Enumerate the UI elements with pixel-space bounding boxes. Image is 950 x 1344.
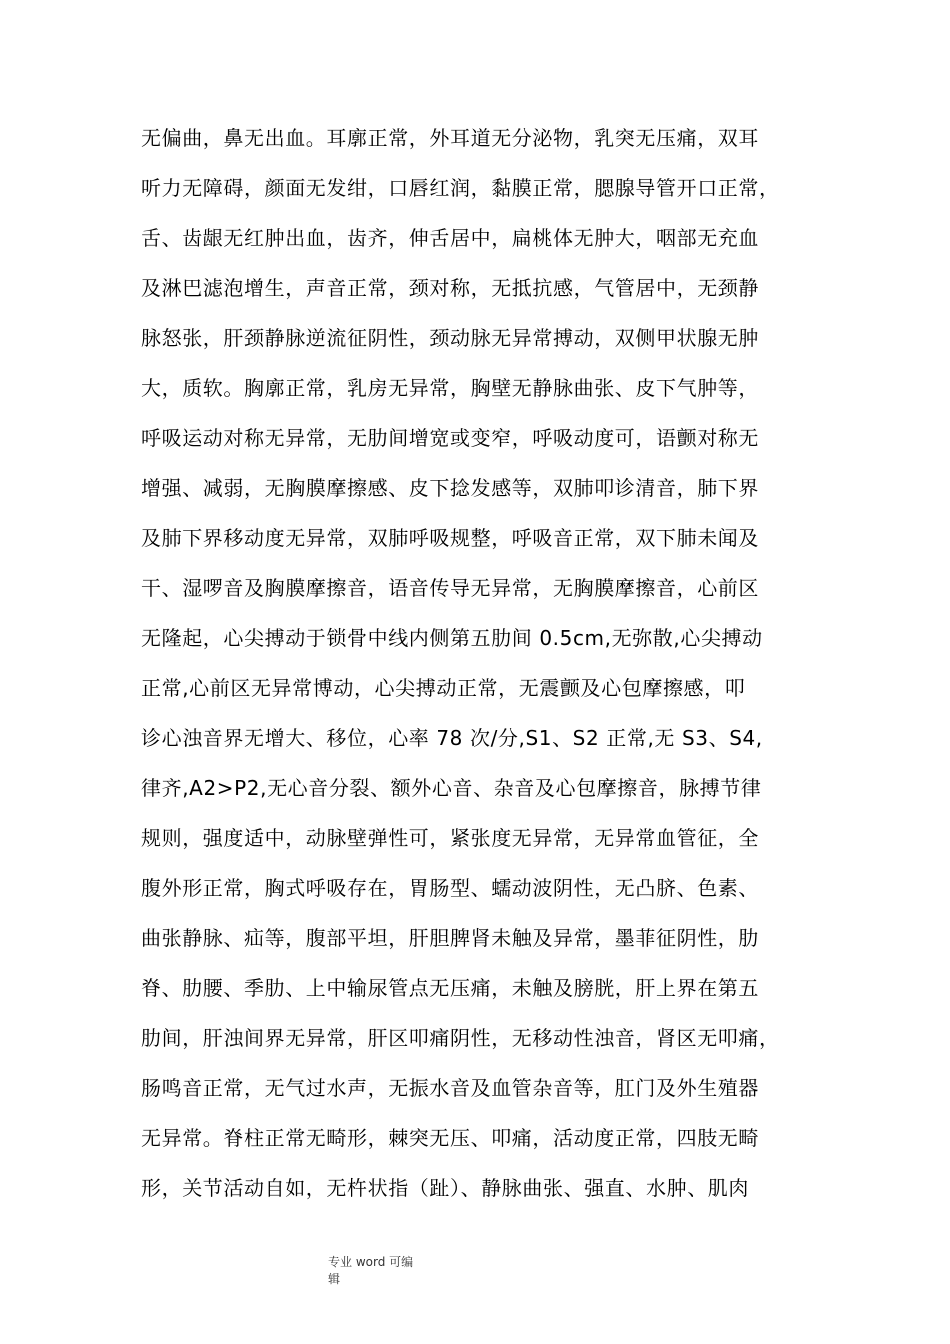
- text-line: 肠鸣音正常，无气过水声，无振水音及血管杂音等，肛门及外生殖器: [141, 1076, 759, 1100]
- text-line: 增强、减弱，无胸膜摩擦感、皮下捻发感等，双肺叩诊清音，肺下界: [141, 476, 759, 500]
- text-line: 脊、肋腰、季肋、上中输尿管点无压痛，未触及膀胱，肝上界在第五: [141, 976, 759, 1000]
- text-line: 腹外形正常，胸式呼吸存在，胃肠型、蠕动波阴性，无凸脐、色素、: [141, 876, 759, 900]
- text-line: 肋间，肝浊间界无异常，肝区叩痛阴性，无移动性浊音，肾区无叩痛，: [141, 1026, 780, 1050]
- text-line: 舌、齿龈无红肿出血，齿齐，伸舌居中，扁桃体无肿大，咽部无充血: [141, 226, 759, 250]
- text-line: 脉怒张，肝颈静脉逆流征阴性，颈动脉无异常搏动，双侧甲状腺无肿: [141, 326, 759, 350]
- body-text: [141, 113, 831, 1213]
- text-line: 规则，强度适中，动脉壁弹性可，紧张度无异常，无异常血管征，全: [141, 826, 759, 850]
- text-line: 呼吸运动对称无异常，无肋间增宽或变窄，呼吸动度可，语颤对称无: [141, 426, 759, 450]
- text-line: 律齐,A2>P2,无心音分裂、额外心音、杂音及心包摩擦音，脉搏节律: [141, 776, 762, 800]
- text-line: 大，质软。胸廓正常，乳房无异常，胸壁无静脉曲张、皮下气肿等，: [141, 376, 759, 400]
- text-line: 无异常。脊柱正常无畸形，棘突无压、叩痛，活动度正常，四肢无畸: [141, 1126, 759, 1150]
- text-line: 形，关节活动自如，无杵状指（趾）、静脉曲张、强直、水肿、肌肉: [141, 1176, 749, 1200]
- page-footer: [328, 1254, 428, 1288]
- text-line: 曲张静脉、疝等，腹部平坦，肝胆脾肾未触及异常，墨菲征阴性，肋: [141, 926, 759, 950]
- text-line: 诊心浊音界无增大、移位，心率 78 次/分,S1、S2 正常,无 S3、S4,: [141, 726, 763, 750]
- text-line: 及肺下界移动度无异常，双肺呼吸规整，呼吸音正常，双下肺未闻及: [141, 526, 759, 550]
- footer-line: 辑: [328, 1272, 341, 1286]
- text-line: 无偏曲，鼻无出血。耳廓正常，外耳道无分泌物，乳突无压痛，双耳: [141, 126, 759, 150]
- text-line: 听力无障碍，颜面无发绀，口唇红润，黏膜正常，腮腺导管开口正常，: [141, 176, 780, 200]
- text-line: 干、湿啰音及胸膜摩擦音，语音传导无异常，无胸膜摩擦音，心前区: [141, 576, 759, 600]
- text-line: 及淋巴滤泡增生，声音正常，颈对称，无抵抗感，气管居中，无颈静: [141, 276, 759, 300]
- text-line: 无隆起，心尖搏动于锁骨中线内侧第五肋间 0.5cm,无弥散,心尖搏动: [141, 626, 763, 650]
- footer-line: 专业 word 可编: [328, 1255, 414, 1269]
- text-line: 正常,心前区无异常博动，心尖搏动正常，无震颤及心包摩擦感，叩: [141, 676, 746, 700]
